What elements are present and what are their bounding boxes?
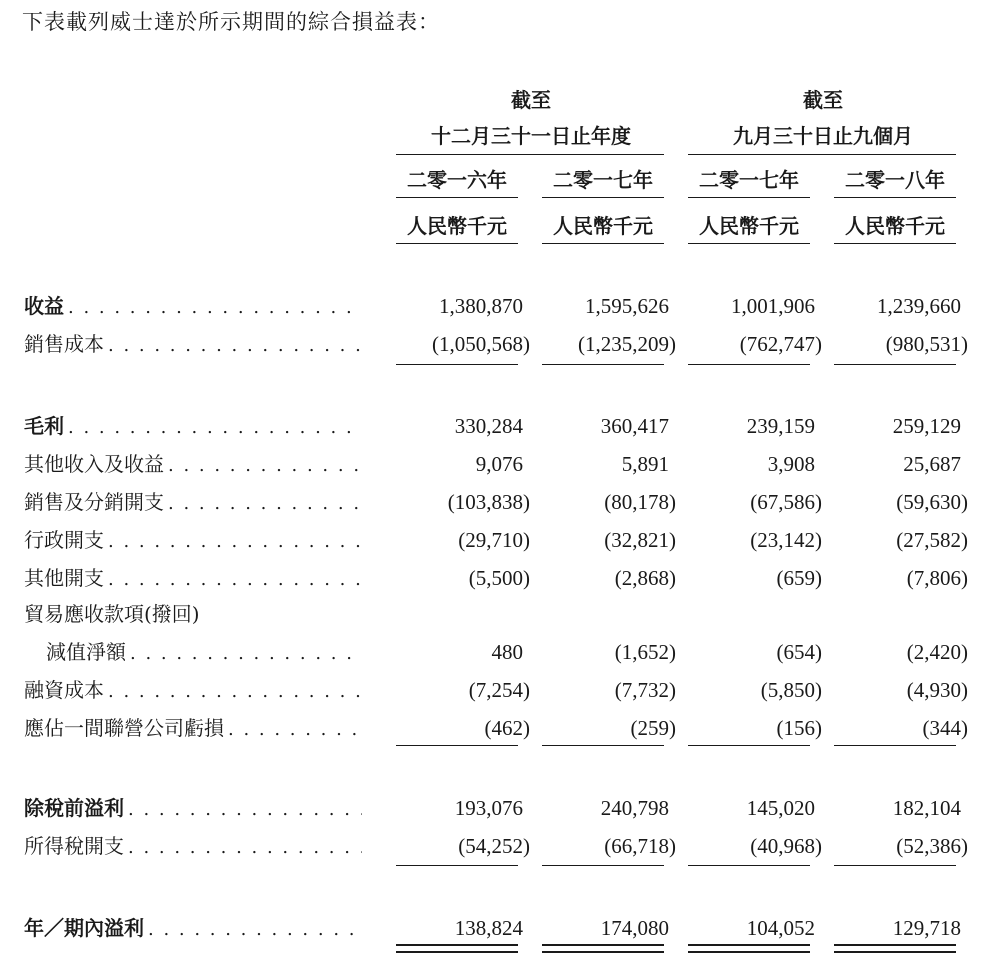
double-underline-col1 <box>396 944 518 953</box>
row-finance-costs <box>0 674 981 706</box>
selling-expenses-9m2017: (67,586) <box>750 490 822 514</box>
header-year-rule-col1 <box>396 197 518 198</box>
header-group2-line2: 九月三十日止九個月 <box>733 124 913 148</box>
label-profit-for-period: 年／期內溢利 <box>24 916 144 940</box>
header-year-col3: 二零一七年 <box>699 168 799 192</box>
profit-before-tax-9m2017: 145,020 <box>746 796 815 820</box>
label-other-expenses: 其他開支 <box>24 566 104 590</box>
row-profit-for-period <box>0 912 981 944</box>
share-of-loss-9m2018: (344) <box>922 716 968 740</box>
label-admin-expenses: 行政開支 <box>24 528 104 552</box>
row-gross-profit <box>0 410 981 442</box>
profit-rule-col4 <box>834 865 956 866</box>
revenue-9m2017: 1,001,906 <box>731 294 815 318</box>
impairment-2016: 480 <box>491 640 523 664</box>
row-admin-expenses <box>0 524 981 556</box>
other-expenses-9m2017: (659) <box>776 566 822 590</box>
impairment-2017: (1,652) <box>614 640 676 664</box>
other-income-9m2018: 25,687 <box>903 452 961 476</box>
selling-expenses-2016: (103,838) <box>447 490 530 514</box>
pbt-rule-col3 <box>688 745 810 746</box>
row-income-tax <box>0 830 981 862</box>
header-year-col1: 二零一六年 <box>407 168 507 192</box>
row-profit-before-tax <box>0 792 981 824</box>
profit-rule-col1 <box>396 865 518 866</box>
label-revenue: 收益 <box>24 294 64 318</box>
header-year-rule-col4 <box>834 197 956 198</box>
profit-for-period-2016: 138,824 <box>454 916 523 940</box>
label-impairment-title: 貿易應收款項(撥回) <box>24 602 200 626</box>
admin-expenses-9m2018: (27,582) <box>896 528 968 552</box>
label-finance-costs: 融資成本 <box>24 678 104 702</box>
admin-expenses-2017: (32,821) <box>604 528 676 552</box>
cost-of-sales-2016: (1,050,568) <box>432 332 530 356</box>
income-tax-9m2018: (52,386) <box>896 834 968 858</box>
other-income-2016: 9,076 <box>475 452 523 476</box>
subtotal-rule-col4 <box>834 364 956 365</box>
header-unit-col3: 人民幣千元 <box>699 214 799 238</box>
row-other-expenses <box>0 562 981 594</box>
profit-for-period-9m2017: 104,052 <box>746 916 815 940</box>
intro-text: 下表載列威士達於所示期間的綜合損益表： <box>22 10 440 34</box>
label-income-tax: 所得稅開支 <box>24 834 124 858</box>
row-selling-expenses <box>0 486 981 518</box>
header-unit-rule-col2 <box>542 243 664 244</box>
label-impairment: 減值淨額 <box>46 640 126 664</box>
impairment-9m2017: (654) <box>776 640 822 664</box>
header-unit-col2: 人民幣千元 <box>553 214 653 238</box>
header-group2-rule <box>688 154 956 155</box>
header-year-rule-col3 <box>688 197 810 198</box>
header-year-col4: 二零一八年 <box>845 168 945 192</box>
other-expenses-2016: (5,500) <box>468 566 530 590</box>
label-other-income: 其他收入及收益 <box>24 452 164 476</box>
profit-for-period-2017: 174,080 <box>600 916 669 940</box>
share-of-loss-9m2017: (156) <box>776 716 822 740</box>
finance-costs-9m2017: (5,850) <box>760 678 822 702</box>
header-year-col2: 二零一七年 <box>553 168 653 192</box>
subtotal-rule-col1 <box>396 364 518 365</box>
other-income-2017: 5,891 <box>621 452 669 476</box>
admin-expenses-2016: (29,710) <box>458 528 530 552</box>
header-unit-col1: 人民幣千元 <box>407 214 507 238</box>
row-impairment-title <box>0 598 981 630</box>
label-selling-expenses: 銷售及分銷開支 <box>24 490 164 514</box>
label-gross-profit: 毛利 <box>24 414 64 438</box>
gross-profit-2017: 360,417 <box>600 414 669 438</box>
header-year-rule-col2 <box>542 197 664 198</box>
double-underline-col4 <box>834 944 956 953</box>
profit-before-tax-2017: 240,798 <box>600 796 669 820</box>
finance-costs-2016: (7,254) <box>468 678 530 702</box>
pbt-rule-col2 <box>542 745 664 746</box>
label-share-of-loss: 應佔一間聯營公司虧損 <box>24 716 224 740</box>
cost-of-sales-9m2018: (980,531) <box>885 332 968 356</box>
profit-for-period-9m2018: 129,718 <box>892 916 961 940</box>
finance-costs-2017: (7,732) <box>614 678 676 702</box>
label-cost-of-sales: 銷售成本 <box>24 332 104 356</box>
finance-costs-9m2018: (4,930) <box>906 678 968 702</box>
profit-before-tax-2016: 193,076 <box>454 796 523 820</box>
revenue-2016: 1,380,870 <box>439 294 523 318</box>
profit-rule-col3 <box>688 865 810 866</box>
profit-before-tax-9m2018: 182,104 <box>892 796 961 820</box>
double-underline-col3 <box>688 944 810 953</box>
header-unit-rule-col1 <box>396 243 518 244</box>
other-expenses-2017: (2,868) <box>614 566 676 590</box>
cost-of-sales-9m2017: (762,747) <box>739 332 822 356</box>
gross-profit-9m2018: 259,129 <box>892 414 961 438</box>
row-other-income <box>0 448 981 480</box>
header-unit-rule-col4 <box>834 243 956 244</box>
label-profit-before-tax: 除稅前溢利 <box>24 796 124 820</box>
double-underline-col2 <box>542 944 664 953</box>
income-tax-2017: (66,718) <box>604 834 676 858</box>
share-of-loss-2017: (259) <box>630 716 676 740</box>
pbt-rule-col1 <box>396 745 518 746</box>
cost-of-sales-2017: (1,235,209) <box>578 332 676 356</box>
row-revenue <box>0 290 981 322</box>
gross-profit-2016: 330,284 <box>454 414 523 438</box>
impairment-9m2018: (2,420) <box>906 640 968 664</box>
admin-expenses-9m2017: (23,142) <box>750 528 822 552</box>
header-group1-line1: 截至 <box>511 88 551 112</box>
header-group2-line1: 截至 <box>803 88 843 112</box>
header-group1-rule <box>396 154 664 155</box>
other-income-9m2017: 3,908 <box>767 452 815 476</box>
row-cost-of-sales <box>0 328 981 360</box>
other-expenses-9m2018: (7,806) <box>906 566 968 590</box>
revenue-9m2018: 1,239,660 <box>877 294 961 318</box>
subtotal-rule-col2 <box>542 364 664 365</box>
profit-rule-col2 <box>542 865 664 866</box>
header-unit-rule-col3 <box>688 243 810 244</box>
selling-expenses-9m2018: (59,630) <box>896 490 968 514</box>
pbt-rule-col4 <box>834 745 956 746</box>
share-of-loss-2016: (462) <box>484 716 530 740</box>
header-unit-col4: 人民幣千元 <box>845 214 945 238</box>
income-tax-9m2017: (40,968) <box>750 834 822 858</box>
gross-profit-9m2017: 239,159 <box>746 414 815 438</box>
header-group1-line2: 十二月三十一日止年度 <box>431 124 631 148</box>
subtotal-rule-col3 <box>688 364 810 365</box>
row-share-of-loss <box>0 712 981 744</box>
revenue-2017: 1,595,626 <box>585 294 669 318</box>
selling-expenses-2017: (80,178) <box>604 490 676 514</box>
income-tax-2016: (54,252) <box>458 834 530 858</box>
row-impairment <box>0 636 981 668</box>
